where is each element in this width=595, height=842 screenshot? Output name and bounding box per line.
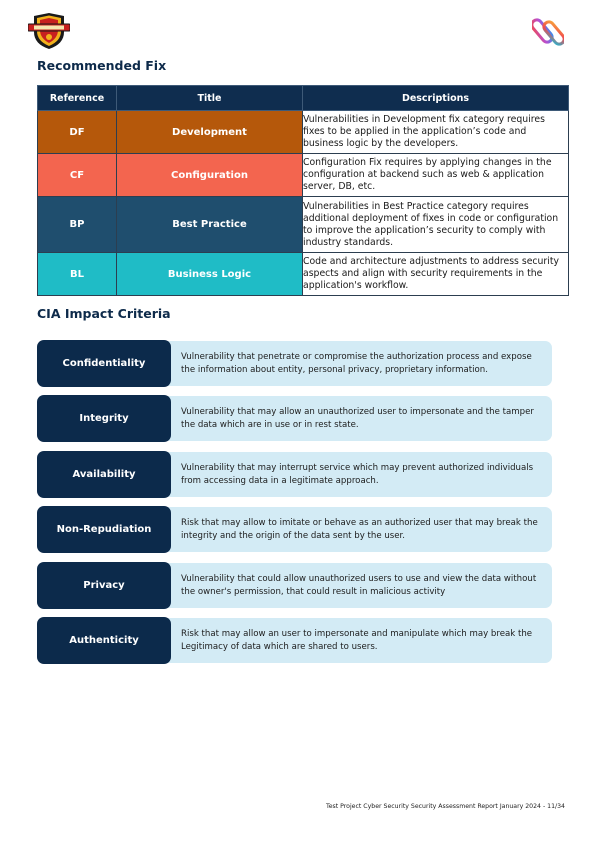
table-header-row	[38, 86, 569, 111]
description-cell: Vulnerabilities in Best Practice category requires additional deployment of fixes in code or configuration to improve the application’s security to comply with industry standards.	[303, 197, 569, 253]
interlocking-s-icon	[532, 16, 564, 48]
cia-item-confidentiality	[37, 340, 552, 387]
cia-label: Confidentiality	[37, 340, 171, 387]
title-cell: Development	[117, 111, 303, 154]
cia-item-authenticity	[37, 617, 552, 664]
recommended-fix-heading: Recommended Fix	[37, 58, 167, 73]
shield-emblem-icon	[28, 12, 70, 50]
cia-item-privacy	[37, 562, 552, 609]
cia-item-non-repudiation	[37, 506, 552, 553]
description-cell: Code and architecture adjustments to address security aspects and align with security requirements in the application's workflow.	[303, 253, 569, 296]
description-cell: Vulnerabilities in Development fix category requires fixes to be applied in the application’s code and business logic by the developers.	[303, 111, 569, 154]
cia-description: Risk that may allow an user to impersonate and manipulate which may break the Legitimacy of data which are shared to users.	[181, 628, 533, 652]
cia-label: Privacy	[37, 562, 171, 609]
cia-item-availability	[37, 451, 552, 498]
page-footer: Test Project Cyber Security Security Assessment Report January 2024 - 11/34	[326, 803, 565, 810]
cia-description: Vulnerability that penetrate or compromise the authorization process and expose the information about entity, personal privacy, proprietary information.	[181, 351, 532, 375]
reference-cell: BP	[38, 197, 117, 253]
reference-cell: DF	[38, 111, 117, 154]
cia-item-integrity	[37, 395, 552, 442]
table-row	[38, 253, 569, 296]
reference-cell: CF	[38, 154, 117, 197]
column-header-reference: Reference	[38, 86, 117, 111]
cia-description: Risk that may allow to imitate or behave as an authorized user that may break the integrity and the origin of the data sent by the user.	[181, 517, 538, 541]
column-header-descriptions: Descriptions	[303, 86, 569, 111]
cia-description: Vulnerability that could allow unauthorized users to use and view the data without the owner's permission, that could result in malicious activity	[181, 573, 537, 597]
title-cell: Configuration	[117, 154, 303, 197]
title-cell: Business Logic	[117, 253, 303, 296]
cia-label: Authenticity	[37, 617, 171, 664]
cia-description: Vulnerability that may allow an unauthorized user to impersonate and the tamper the data which are in use or in rest state.	[181, 406, 534, 430]
table-row	[38, 154, 569, 197]
cia-label: Integrity	[37, 395, 171, 442]
cia-impact-criteria-heading: CIA Impact Criteria	[37, 306, 171, 321]
table-row	[38, 111, 569, 154]
column-header-title: Title	[117, 86, 303, 111]
cia-description: Vulnerability that may interrupt service which may prevent authorized individuals from accessing data in a legitimate approach.	[181, 462, 534, 486]
reference-cell: BL	[38, 253, 117, 296]
cia-label: Non-Repudiation	[37, 506, 171, 553]
cia-label: Availability	[37, 451, 171, 498]
description-cell: Configuration Fix requires by applying changes in the configuration at backend such as web & application server, DB, etc.	[303, 154, 569, 197]
table-row	[38, 197, 569, 253]
recommended-fix-table	[37, 85, 569, 296]
title-cell: Best Practice	[117, 197, 303, 253]
